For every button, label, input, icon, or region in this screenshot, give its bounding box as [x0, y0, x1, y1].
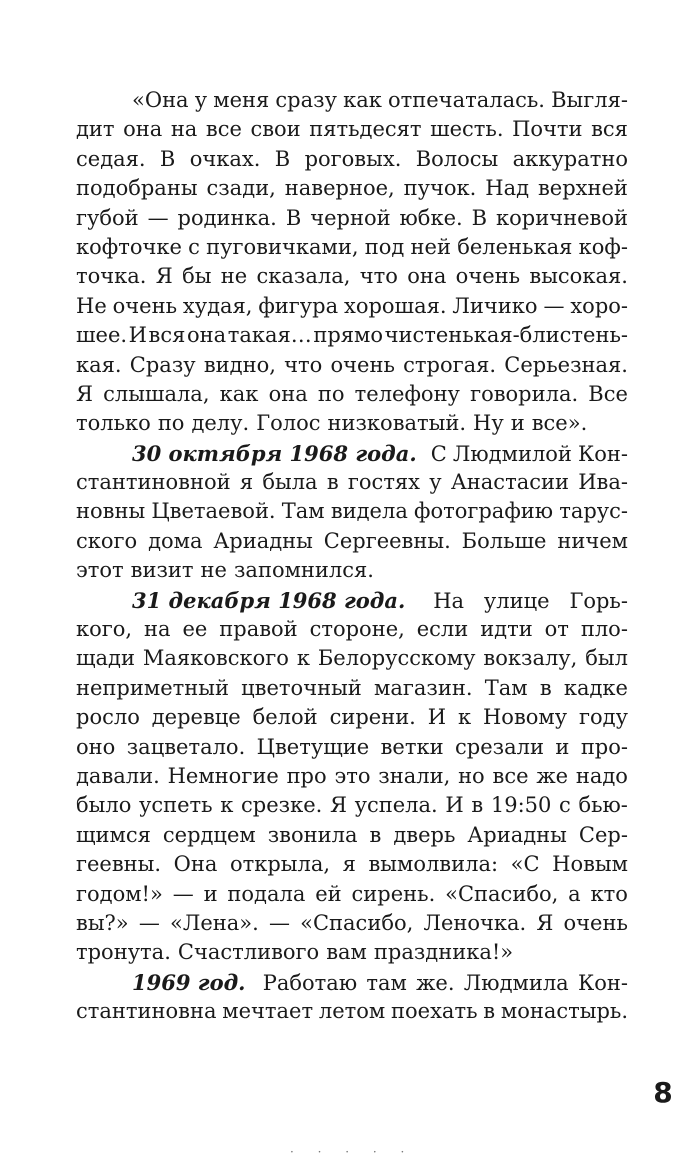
word: Ну — [473, 411, 504, 436]
word: видно, — [203, 352, 276, 377]
word: про — [286, 763, 327, 788]
word: фигура — [258, 293, 339, 318]
word: к — [296, 646, 310, 671]
word: что — [359, 264, 398, 289]
word: сердцем — [162, 822, 256, 847]
text-line — [76, 262, 628, 291]
text-line — [76, 527, 628, 556]
word: седая. — [76, 146, 146, 171]
word: фотографию — [414, 499, 554, 524]
word: бью- — [578, 793, 628, 818]
word: только — [76, 411, 151, 436]
word: и — [203, 881, 218, 906]
word: Волосы — [415, 146, 499, 171]
word: свои — [250, 117, 301, 142]
text-line — [76, 86, 628, 115]
word: тарус- — [559, 499, 628, 524]
word: Все — [588, 381, 628, 406]
word: мечтает — [222, 999, 314, 1024]
text-line — [76, 938, 628, 967]
word: была — [262, 470, 318, 495]
text-line — [76, 292, 628, 321]
word: этот — [76, 558, 124, 583]
text-line — [76, 497, 628, 526]
word: не — [200, 558, 227, 583]
word: на — [170, 117, 198, 142]
word: я — [239, 470, 254, 495]
word: вымолвила: — [368, 852, 499, 877]
word: если — [416, 617, 469, 642]
word: запомнился. — [233, 558, 374, 583]
word: роговых. — [304, 146, 402, 171]
word: я — [342, 852, 356, 877]
word: успела. — [354, 793, 438, 818]
word: черной — [310, 205, 391, 230]
word: «Лена». — [169, 910, 259, 935]
word: все — [492, 763, 529, 788]
word: оно — [76, 734, 116, 759]
word: геевны. — [76, 852, 162, 877]
word: открыла, — [229, 852, 331, 877]
word: в — [483, 999, 496, 1024]
word: давали. — [76, 763, 160, 788]
word: с — [188, 234, 200, 259]
text-line — [76, 204, 628, 233]
entry-date: 30 октября 1968 года. — [132, 440, 417, 466]
word: ей — [315, 881, 342, 906]
word: визит — [130, 558, 194, 583]
word: Сразу — [129, 352, 196, 377]
word: очень — [330, 352, 395, 377]
word: ее — [182, 617, 208, 642]
word: Голос — [256, 411, 321, 436]
word: дома — [148, 528, 203, 553]
word: С — [430, 441, 447, 466]
paragraph-dec-1968 — [76, 586, 628, 968]
word: по — [317, 381, 345, 406]
word: Там — [484, 675, 528, 700]
text-line — [76, 880, 628, 909]
word: что — [284, 352, 323, 377]
word: в — [539, 675, 552, 700]
word: кадке — [563, 675, 628, 700]
text-line — [76, 174, 628, 203]
word: от — [544, 617, 569, 642]
word: зацветало. — [126, 734, 246, 759]
word: Кон- — [578, 441, 628, 466]
word: сзади, — [206, 176, 276, 201]
text-line — [76, 968, 628, 997]
word: срезали — [455, 734, 544, 759]
word: сирени. — [329, 705, 416, 730]
word: Леночка. — [423, 910, 527, 935]
word: прямо — [313, 323, 383, 348]
word: Личико — [452, 293, 538, 318]
word: она — [268, 381, 308, 406]
word: юбке. — [399, 205, 463, 230]
word: вокзалу, — [483, 646, 578, 671]
word: Выгля- — [551, 88, 628, 112]
word: под — [364, 234, 405, 259]
word: И — [445, 793, 464, 818]
word: ничем — [557, 528, 628, 553]
word: бы — [182, 264, 212, 289]
word: На — [433, 588, 465, 613]
text-line — [76, 821, 628, 850]
word: Я — [155, 264, 173, 289]
word: такая… — [227, 323, 312, 348]
word: Кон- — [577, 970, 628, 995]
text-line — [76, 468, 628, 497]
word: Ива- — [578, 470, 628, 495]
word: В — [285, 205, 302, 230]
word: В — [159, 146, 176, 171]
word: по — [157, 411, 185, 436]
entry-date: 31 декабря 1968 года. — [132, 587, 406, 613]
word: же — [536, 763, 569, 788]
paragraph-quote — [76, 86, 628, 439]
text-line — [76, 674, 628, 703]
word: все». — [531, 411, 588, 436]
word: шее. — [76, 323, 128, 348]
word: стантиновной — [76, 470, 231, 495]
paragraph-oct-1968 — [76, 439, 628, 586]
word: это — [334, 763, 371, 788]
word: кая. — [76, 352, 122, 377]
word: она — [123, 117, 163, 142]
word: праздника!» — [373, 940, 514, 965]
word: аккуратно — [512, 146, 628, 171]
word: отпечаталась. — [388, 88, 545, 112]
word: все — [205, 117, 242, 142]
word: Больше — [461, 528, 547, 553]
word: точка. — [76, 264, 147, 289]
word: Я — [76, 381, 93, 406]
text-line — [76, 380, 628, 409]
word: чистенькая-блистень- — [384, 323, 628, 348]
text-line — [76, 233, 628, 262]
word: Ариадны — [213, 528, 313, 553]
word: новны — [76, 499, 146, 524]
word: И — [427, 705, 447, 730]
word: году — [579, 705, 628, 730]
word: надо — [575, 763, 628, 788]
word: пло- — [580, 617, 628, 642]
entry-date: 1969 год. — [132, 969, 246, 995]
word: хорошая. — [343, 293, 447, 318]
text-line — [76, 909, 628, 938]
word: Цветущие — [256, 734, 370, 759]
word: годом!» — [76, 881, 163, 906]
word: гостях — [347, 470, 421, 495]
word: стантиновна — [76, 999, 217, 1024]
text-line — [76, 791, 628, 820]
word: «Она — [132, 88, 189, 112]
word: ского — [76, 528, 138, 553]
word: про- — [580, 734, 628, 759]
word: с — [559, 793, 571, 818]
word: шесть. — [430, 117, 504, 142]
text-line — [76, 586, 628, 615]
word: Почти — [512, 117, 583, 142]
text-line — [76, 351, 628, 380]
word: Людмила — [463, 970, 569, 995]
word: — — [268, 910, 290, 935]
word: к — [457, 705, 472, 730]
word: как — [219, 381, 259, 406]
word: цветочный — [241, 675, 362, 700]
word: знали, — [378, 763, 451, 788]
word: сказала, — [256, 264, 351, 289]
word: в — [326, 470, 339, 495]
word: сразу — [275, 88, 337, 112]
page-number: 8 — [653, 1076, 673, 1109]
word: Новому — [482, 705, 568, 730]
word: наверное, — [284, 176, 395, 201]
word: Работаю — [262, 970, 358, 995]
word: вам — [326, 940, 367, 965]
word: магазин. — [374, 675, 473, 700]
bottom-print-marks: · · · · · — [290, 1145, 415, 1159]
word: а — [568, 881, 581, 906]
word: росло — [76, 705, 140, 730]
text-line — [76, 409, 628, 438]
word: Анастасии — [450, 470, 569, 495]
word: — — [172, 881, 194, 906]
word: строгая. — [403, 352, 497, 377]
text-line — [76, 762, 628, 791]
word: но — [458, 763, 485, 788]
word: Новым — [552, 852, 628, 877]
word: щимся — [76, 822, 151, 847]
book-page-text — [76, 86, 628, 1027]
word: кофточке — [76, 234, 182, 259]
word: Сергеевны. — [323, 528, 451, 553]
word: Серьезная. — [504, 352, 628, 377]
paragraph-year-1969 — [76, 968, 628, 1027]
word: был — [585, 646, 628, 671]
word: Над — [485, 176, 530, 201]
word: тронута. — [76, 940, 171, 965]
word: неприметный — [76, 675, 229, 700]
word: очень — [112, 293, 178, 318]
word: Там — [281, 499, 325, 524]
word: «Спасибо, — [445, 881, 559, 906]
word: летом — [318, 999, 386, 1024]
text-line — [76, 615, 628, 644]
word: в — [369, 822, 382, 847]
word: кто — [590, 881, 628, 906]
word: — — [543, 293, 565, 318]
word: «С — [510, 852, 540, 877]
word: Белорусскому — [317, 646, 476, 671]
word: к — [220, 793, 234, 818]
word: она — [186, 323, 227, 348]
word: В — [471, 205, 488, 230]
word: 19:50 — [490, 793, 552, 818]
word: Ариадны — [467, 822, 567, 847]
word: Горь- — [569, 588, 628, 613]
word: дверь — [393, 822, 456, 847]
word: успеть — [139, 793, 213, 818]
word: в — [471, 793, 484, 818]
word: дит — [76, 117, 115, 142]
word: коф- — [578, 234, 628, 259]
text-line — [76, 703, 628, 732]
word: коричневой — [495, 205, 628, 230]
word: она — [407, 264, 447, 289]
word: очках. — [189, 146, 261, 171]
word: пучок. — [403, 176, 477, 201]
word: телефону — [354, 381, 460, 406]
word: слышала, — [103, 381, 210, 406]
word: ветки — [380, 734, 444, 759]
word: очень — [563, 910, 628, 935]
word: улице — [483, 588, 550, 613]
word: худая, — [182, 293, 253, 318]
word: Сер- — [578, 822, 628, 847]
word: Она — [173, 852, 218, 877]
word: пуговичками, — [206, 234, 359, 259]
word: вся — [148, 323, 186, 348]
word: же. — [416, 970, 455, 995]
word: говорила. — [470, 381, 579, 406]
word: высокая. — [529, 264, 628, 289]
word: сирень. — [351, 881, 436, 906]
word: Я — [536, 910, 554, 935]
word: правой — [219, 617, 298, 642]
word: монастырь. — [500, 999, 628, 1024]
word: И — [128, 323, 147, 348]
word: делу. — [191, 411, 250, 436]
word: Не — [76, 293, 107, 318]
text-line — [76, 115, 628, 144]
text-line — [76, 556, 628, 585]
word: у — [429, 470, 442, 495]
word: и — [555, 734, 570, 759]
word: видела — [330, 499, 408, 524]
word: — — [147, 205, 169, 230]
word: Я — [330, 793, 347, 818]
word: как — [343, 88, 382, 112]
word: Немногие — [167, 763, 279, 788]
word: не — [220, 264, 248, 289]
word: Счастливого — [177, 940, 320, 965]
word: — — [138, 910, 160, 935]
word: идти — [480, 617, 533, 642]
word: подобраны — [76, 176, 198, 201]
word: поехать — [391, 999, 478, 1024]
word: у — [194, 88, 208, 112]
word: меня — [213, 88, 270, 112]
text-line — [76, 439, 628, 468]
word: ней — [410, 234, 451, 259]
word: Людмилой — [452, 441, 572, 466]
text-line — [76, 850, 628, 879]
word: хоро- — [570, 293, 628, 318]
word: подала — [227, 881, 306, 906]
word: родинка. — [177, 205, 277, 230]
word: очень — [455, 264, 521, 289]
word: «Спасибо, — [300, 910, 414, 935]
word: на — [144, 617, 171, 642]
text-line — [76, 145, 628, 174]
word: стороне, — [309, 617, 405, 642]
word: звонила — [267, 822, 358, 847]
word: низковатый. — [327, 411, 467, 436]
text-line — [76, 321, 628, 350]
word: там — [366, 970, 407, 995]
text-line — [76, 644, 628, 673]
word: было — [76, 793, 132, 818]
word: белой — [252, 705, 318, 730]
word: срезке. — [241, 793, 323, 818]
word: и — [510, 411, 525, 436]
word: беленькая — [457, 234, 573, 259]
word: вы?» — [76, 910, 129, 935]
word: деревце — [151, 705, 241, 730]
word: кого, — [76, 617, 133, 642]
word: губой — [76, 205, 139, 230]
word: Цветаевой. — [151, 499, 276, 524]
word: пятьдесят — [309, 117, 422, 142]
text-line — [76, 997, 628, 1026]
word: верхней — [537, 176, 628, 201]
word: вся — [591, 117, 628, 142]
word: щади — [76, 646, 135, 671]
text-line — [76, 733, 628, 762]
word: В — [274, 146, 291, 171]
word: Маяковского — [142, 646, 289, 671]
